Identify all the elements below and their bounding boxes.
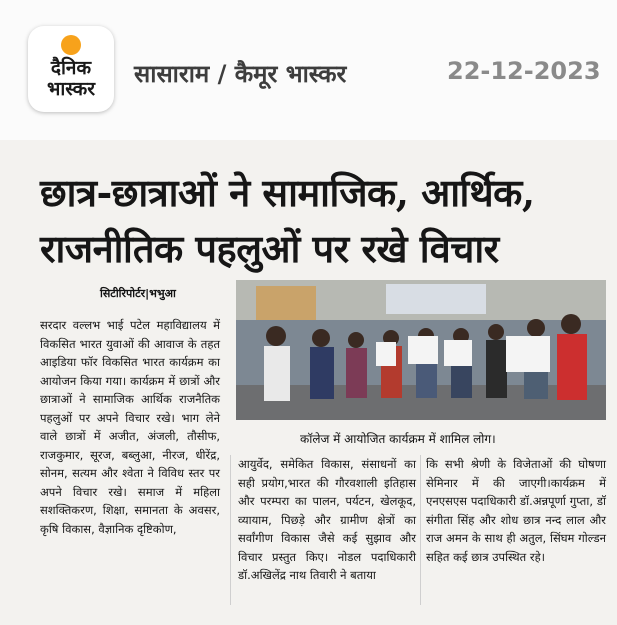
column-divider xyxy=(230,455,231,605)
edition-date: 22-12-2023 xyxy=(447,57,601,85)
sun-icon xyxy=(61,35,81,55)
article-column-1 xyxy=(40,316,220,538)
edition-title: सासाराम / कैमूर भास्कर xyxy=(134,60,347,88)
logo-text-line1: दैनिक xyxy=(50,57,92,79)
article-paragraph: कि सभी श्रेणी के विजेताओं की घोषणा सेमिनार में की जाएगी।कार्यक्रम में एनएसएस पदाधिकारी डॉ.अन्नपूर्णा गुप्ता, डॉ संगीता सिंह और शोध छात्र नन्द लाल और राज अमन के साथ ही अतुल, सिंघम गोल्डन सहित कई छात्र उपस्थित रहे। xyxy=(426,457,606,564)
dainik-bhaskar-logo[interactable] xyxy=(28,26,114,112)
headline-line-2: राजनीतिक पहलुओं पर रखे विचार xyxy=(40,226,499,271)
byline: सिटीरिपोर्टर|भभुआ xyxy=(100,287,176,300)
event-photo-illustration xyxy=(236,280,606,420)
headline-line-1: छात्र-छात्राओं ने सामाजिक, आर्थिक, xyxy=(40,170,535,215)
article-column-3 xyxy=(426,455,606,566)
app-header xyxy=(0,0,617,140)
article-paragraph: आयुर्वेद, समेकित विकास, संसाधनों का सही प्रयोग,भारत की गौरवशाली इतिहास और परम्परा का पालन, पर्यटन, खेलकूद, व्यायाम, पिछड़े और ग्रामीण क्षेत्रों का सर्वांगीण विकास जैसे कई सुझाव और विचार प्रस्तुत किए। नोडल पदाधिकारी डॉ.अखिलेंद्र नाथ तिवारी ने बताया xyxy=(238,457,416,582)
logo-text-line2: भास्कर xyxy=(46,78,96,100)
column-divider xyxy=(420,455,421,605)
article-paragraph: सरदार वल्लभ भाई पटेल महाविद्यालय में विकसित भारत युवाओं की आवाज के तहत आइडिया फॉर विकसित भारत कार्यक्रम का आयोजन किया गया। कार्यक्रम में छात्रों और छात्राओं ने सामाजिक आर्थिक राजनैतिक पहलुओं पर अपने विचार रखे। भाग लेने वाले छात्रों में अजीत, अंजली, तौसीफ, राजकुमार, सूरज, बब्लुआ, नीरज, धीरेंद्र, सोनम, सत्यम और श्वेता ने विविध स्तर पर अपने विचार रखे। समाज में महिला सशक्तिकरण, शिक्षा, समानता के अवसर, कृषि विकास, वैज्ञानिक दृष्टिकोण, xyxy=(40,318,220,536)
photo-caption: कॉलेज में आयोजित कार्यक्रम में शामिल लोग। xyxy=(300,432,496,446)
event-photo xyxy=(236,280,606,420)
article-column-2 xyxy=(238,455,416,585)
